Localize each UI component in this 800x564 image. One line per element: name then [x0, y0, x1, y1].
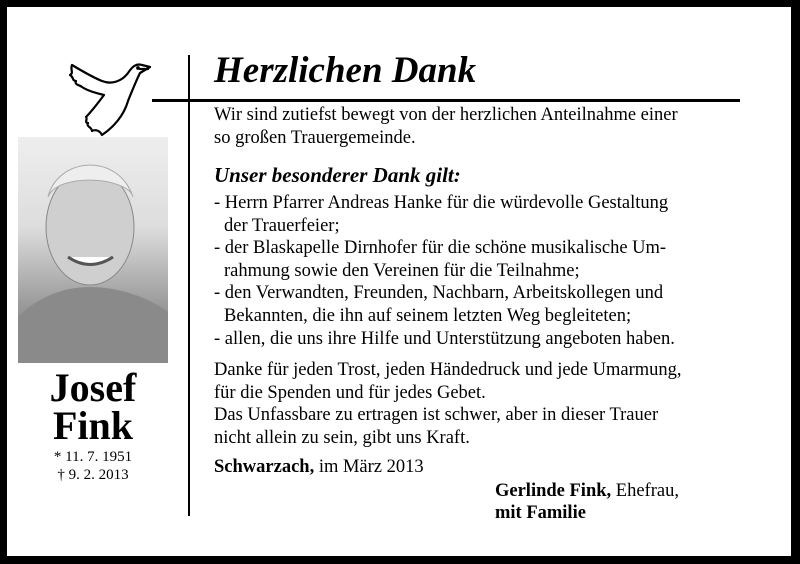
- thanks-line: Bekannten, die ihn auf seinem letzten Weg begleiteten;: [224, 305, 632, 326]
- thanks-list: [214, 192, 675, 350]
- birth-date: * 11. 7. 1951: [53, 449, 133, 465]
- signer-relation: Ehefrau,: [611, 481, 679, 501]
- obituary-notice: [7, 7, 791, 556]
- signer-family: mit Familie: [495, 503, 586, 523]
- signature: [495, 480, 679, 524]
- place-date: [214, 456, 424, 479]
- portrait-photo: [18, 137, 168, 363]
- subheading: Unser besonderer Dank gilt:: [214, 163, 461, 187]
- closing-line: nicht allein zu sein, gibt uns Kraft.: [214, 427, 470, 448]
- intro-text: [214, 104, 678, 149]
- first-name: Josef: [49, 365, 137, 410]
- closing-line: Das Unfassbare zu ertragen ist schwer, aber in dieser Trauer: [214, 405, 659, 426]
- thanks-line: - der Blaskapelle Dirnhofer für die schöne musikalische Um-: [214, 238, 667, 259]
- closing-line: Danke für jeden Trost, jeden Händedruck und jede Umarmung,: [214, 360, 682, 380]
- life-dates: [18, 448, 168, 484]
- closing-line: für die Spenden und für jedes Gebet.: [214, 382, 486, 403]
- vertical-divider: [188, 55, 190, 516]
- place: Schwarzach,: [214, 457, 315, 477]
- thanks-line: - Herrn Pfarrer Andreas Hanke für die würdevolle Gestaltung: [214, 193, 669, 213]
- notice-title: Herzlichen Dank: [214, 50, 477, 91]
- intro-line: so großen Trauergemeinde.: [214, 127, 416, 148]
- signer-name: Gerlinde Fink,: [495, 481, 612, 501]
- closing-text: [214, 359, 682, 449]
- horizontal-divider: [152, 99, 740, 102]
- last-name: Fink: [52, 403, 134, 448]
- death-date: † 9. 2. 2013: [57, 467, 129, 483]
- thanks-line: der Trauerfeier;: [224, 215, 340, 236]
- thanks-line: rahmung sowie den Vereinen für die Teilnahme;: [224, 260, 580, 281]
- thanks-line: - allen, die uns ihre Hilfe und Unterstützung angeboten haben.: [214, 328, 675, 349]
- dove-icon: [62, 55, 154, 137]
- intro-line: Wir sind zutiefst bewegt von der herzlichen Anteilnahme einer: [214, 105, 678, 125]
- date: im März 2013: [314, 457, 424, 477]
- thanks-line: - den Verwandten, Freunden, Nachbarn, Arbeitskollegen und: [214, 283, 664, 304]
